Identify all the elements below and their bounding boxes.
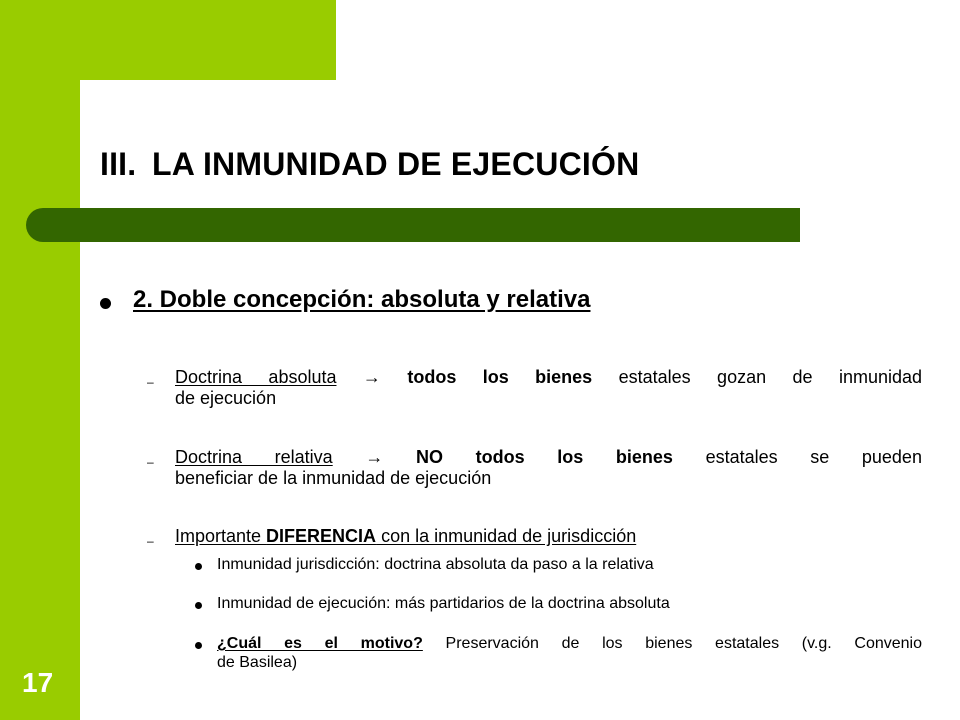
item-line-1: [175, 526, 636, 546]
main-bullet-text: 2. Doble concepción: absoluta y relativa: [133, 286, 591, 313]
title-text: LA INMUNIDAD DE EJECUCIÓN: [152, 146, 640, 182]
sub-item-line-1: [217, 635, 922, 653]
title-number: III.: [100, 146, 137, 182]
right-arrow-icon: →: [365, 447, 384, 467]
item-line-1: [175, 367, 922, 387]
item-underlined-text: [175, 526, 636, 546]
sub-item-text: Inmunidad de ejecución: más partidarios de la doctrina absoluta: [217, 595, 670, 612]
item-line-2: de ejecución: [175, 388, 277, 408]
bullet-dot-icon: [195, 642, 202, 649]
item-rest-text: estatales se pueden: [705, 447, 922, 467]
bullet-dot-icon: [100, 298, 111, 309]
sub-item-line-2: de Basilea): [217, 654, 298, 671]
title-underline-bar: [26, 208, 800, 242]
sub-item-text: Inmunidad jurisdicción: doctrina absoluta da paso a la relativa: [217, 556, 654, 573]
bullet-dot-icon: [195, 563, 202, 570]
rounded-corner: [80, 80, 140, 140]
right-arrow-icon: →: [362, 367, 381, 387]
item-post-text: con la inmunidad de jurisdicción: [376, 526, 637, 546]
item-line-1: [175, 447, 922, 467]
title-bar-segment: [66, 208, 80, 242]
dash-icon: –: [147, 534, 154, 548]
item-rest-text: estatales gozan de inmunidad: [618, 367, 922, 387]
motivo-answer: Preservación de los bienes estatales (v.g. Convenio: [422, 635, 922, 652]
dash-icon: –: [147, 455, 154, 469]
page-number: 17: [22, 667, 54, 698]
item-label: Doctrina absoluta: [175, 367, 337, 387]
top-accent-band: [0, 0, 336, 80]
item-label: Doctrina relativa: [175, 447, 333, 467]
item-line-2: beneficiar de la inmunidad de ejecución: [175, 468, 492, 488]
motivo-question: ¿Cuál es el motivo?: [217, 635, 423, 652]
item-bold-text: todos los bienes: [407, 367, 593, 387]
slide-title: [100, 146, 639, 183]
bullet-dot-icon: [195, 602, 202, 609]
left-accent-band: [0, 0, 80, 720]
item-bold-text: DIFERENCIA: [266, 526, 377, 546]
dash-icon: –: [147, 375, 154, 389]
item-pre-text: Importante: [175, 526, 267, 546]
item-bold-text: NO todos los bienes: [415, 447, 673, 467]
